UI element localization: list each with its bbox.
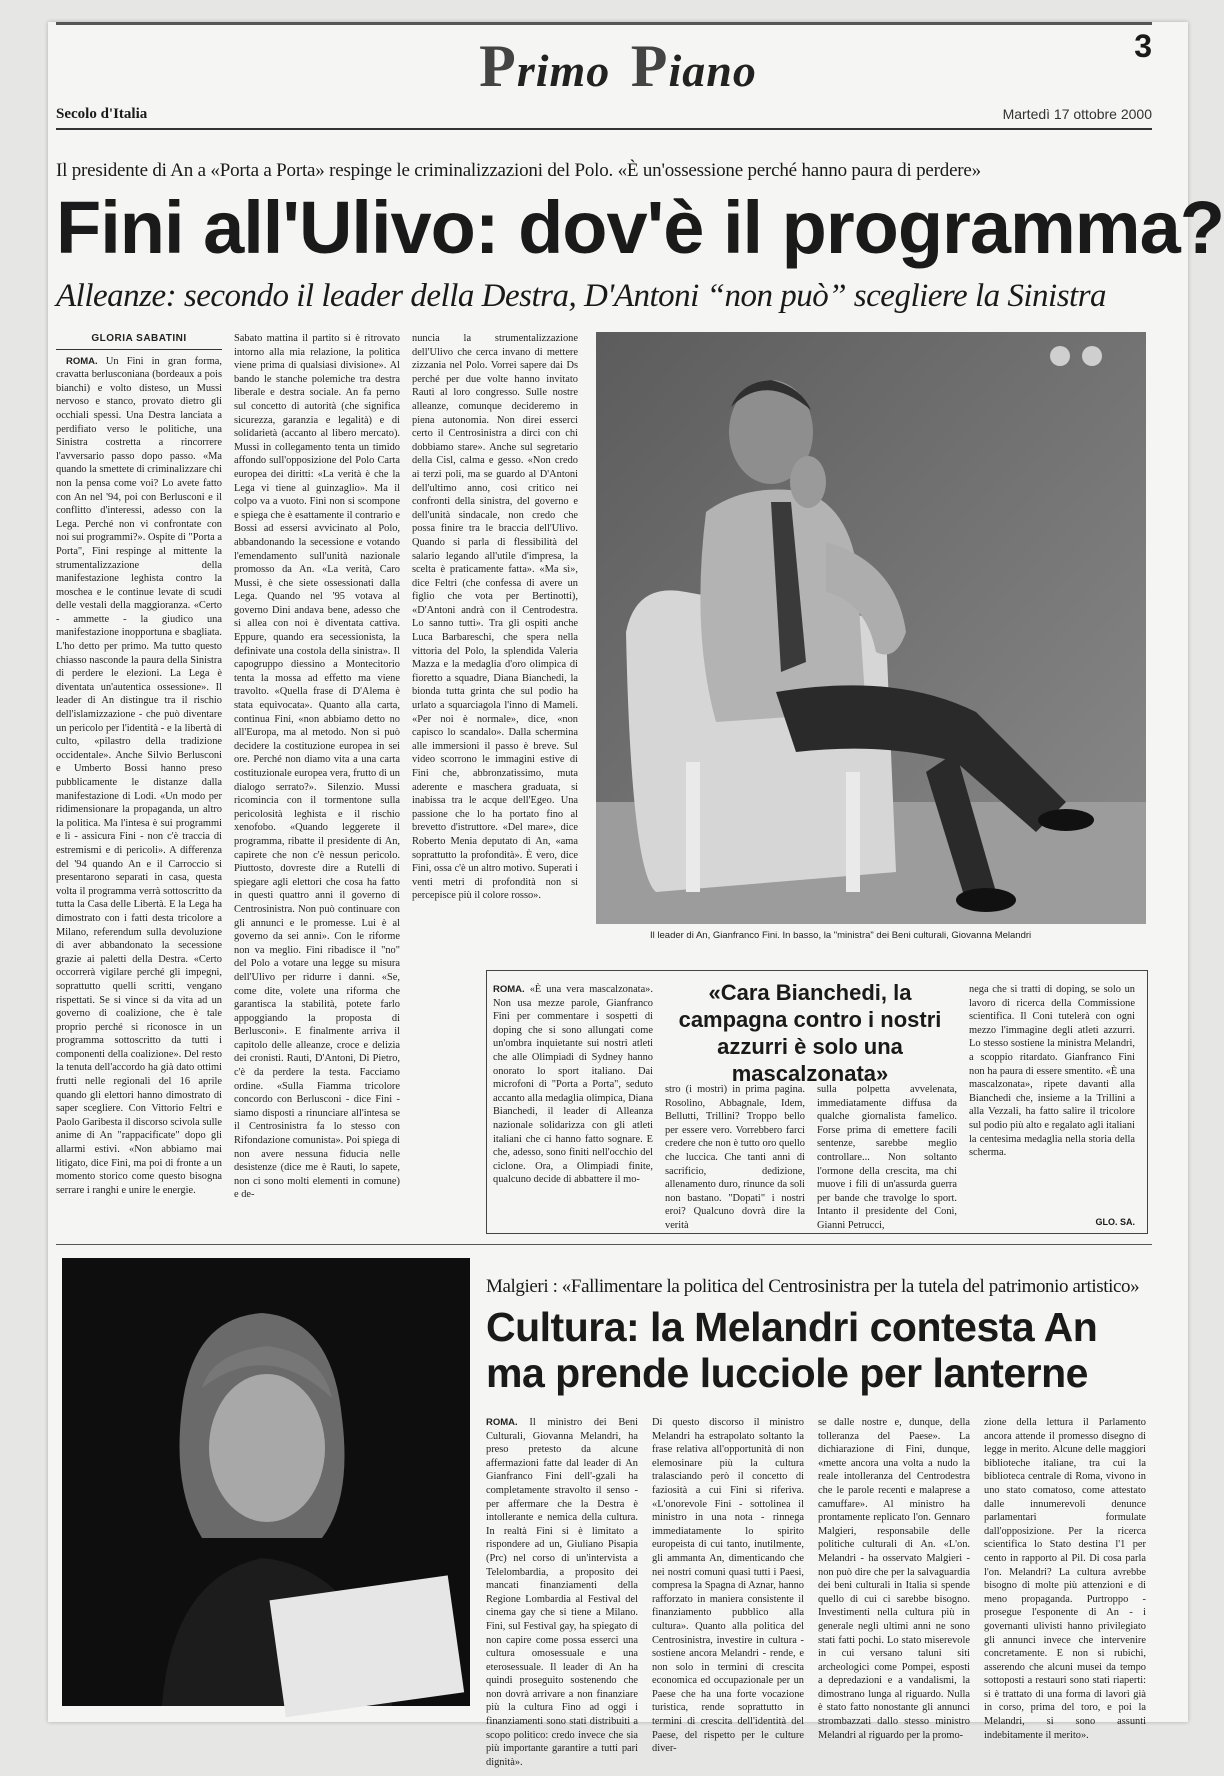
second-dateline: ROMA. (486, 1417, 518, 1428)
section-divider (56, 1244, 1152, 1245)
box-text-1: «È una vera mascalzonata». Non usa mezze parole, Gianfranco Fini per commentare i sospetti di doping che si sono allungati come un'ombra inquietante sui nostri atleti che alle Olimpiadi di Sydney hanno onorato lo sport italiano. Dai microfoni di "Porta a Porta", seduto accanto alla medaglia olimpica, Diana Bianchedi, il leader di Alleanza nazionale solidarizza con gli atleti italiani che ci hanno fatto sognare. E che, adesso, sono finiti nell'occhio del ciclone. Ora, a Olimpiadi finite, qualcuno decide di abbattere il mo- (493, 984, 653, 1186)
lead-byline: GLORIA SABATINI (56, 332, 222, 350)
lead-dateline: ROMA. (66, 355, 98, 367)
lead-text-2: Sabato mattina il partito si è ritrovato intorno alla mia relazione, la politica viene prima di qualsiasi divisione». Al bando le stanche polemiche tra destra liberale e destra sociale. An fa perno sul concetto di autorità (che significa sicurezza, garanzia e legalità) e di solidarietà (accanto al libero mercato). Mussi in collegamento tenta un timido affondo sull'opposizione del Polo Carta europea dei diritti: «La verità è che la Lega vi tiene al guinzaglio». Ma il colpo va a vuoto. Fini non si scompone e spiega che è esattamente il contrario e Bossi ad essersi avvicinato al Polo, abbandonando la secessione e votando l'emendamento sull'unità nazionale promosso da An. «La verità, Caro Mussi, è che siete ossessionati dalla Lega. Quando nel '95 votava al governo Dini andava bene, adesso che si allea con noi è diventata cattiva. Eppure, quando era secessionista, la definivate una costola della sinistra». Il capogruppo diessino a Montecitorio tenta la mossa ad effetto ma viene travolto. «Quella frase di D'Alema è stata equivocata». Quanto alla carta, continua Fini, «non abbiamo detto no all'Europa, ma al metodo. Non si può decidere la costituzione europea in sei ore. Perché non diamo vita a una carta costituzionale europea vera, frutto di un dialogo serrato?». Silenzio. Mussi ricomincia con il tormentone sulla pericolosità leghista e il rischio xenofobo. «Quando leggerete il programma, ribatte il presidente di An, capirete che non c'è nessun pericolo. Piuttosto, dovreste dire a Rutelli di spiegare agli elettori che cosa ha fatto in questi quattro anni il governo di Centrosinistra. Non può continuare con gli annunci e le promesse. Lui è al governo da sei anni». Con le riforme non va meglio. Fini ribadisce il "no" del Polo a votare una legge su misura dell'Ulivo per ridurre i danni. «Se, come dite, volete una riforma che garantisca la stabilità, potete farlo appoggiando la proposta di Berlusconi». E finalmente arriva il capitolo delle alleanze, croce e delizia dei cronisti. Rauti, D'Antoni, Di Pietro, c'è da perdere la testa. Facciamo ordine. «Sulla Fiamma tricolore concordo con Berlusconi - dice Fini - siamo disposti a rinunciare all'intesa se il Centrosinistra fa lo stesso con Rifondazione comunista». Poi spiega di non avere nessuna fiducia nelle desistenze (dice me è Rauti, lo sapete, non ci sono molti elementi in comune) e de- (234, 333, 400, 1201)
second-text-2: Di questo discorso il ministro Melandri ha estrapolato soltanto la frase relativa all'opportunità di non elemosinare più la cultura tralasciando però il concetto di faziosità a cui Fini si riferiva. «L'onorevole Fini - sottolinea il ministro in una nota - rinnega immediatamente lo spirito europeista di cui tanto, inutilmente, gli ammanta An, dimenticando che nei nostri comuni quasi tutti i Paesi, compresa la Spagna di Aznar, hanno rafforzato in maniera consistente il finanziamento pubblico alla cultura». Quanto alla politica del Centrosinistra, investire in cultura - sostiene ancora Melandri - rende, e non solo in termini di crescita economica ed occupazionale per un Paese che ha una forte vocazione turistica, rende soprattutto in termini di crescita dell'identità del Paese, del rispetto per le culture diver- (652, 1417, 804, 1755)
second-column-3 (818, 1416, 970, 1741)
box-text-2: stro (i mostri) in prima pagina. Rosolino, Abbagnale, Idem, Bellutti, Trillini? Troppo bello per essere vero. Vorrebbero farci credere che non è tutto oro quello che luccica. Che tanti anni di sacrificio, dedizione, allenamento duro, rinunce da soli non bastano. "Dopati" i nostri eroi? Qualcuno dovrà dire la verità (665, 1084, 805, 1231)
masthead-second-rest: iano (668, 45, 757, 96)
second-column-2 (652, 1416, 804, 1755)
box-column-1 (493, 983, 653, 1227)
lead-subhead: Alleanze: secondo il leader della Destra, D'Antoni “non può” scegliere la Sinistra (56, 278, 1107, 314)
masthead-initial-p: P (479, 33, 517, 99)
issue-date: Martedì 17 ottobre 2000 (1002, 106, 1152, 122)
melandri-photo-image (62, 1258, 470, 1706)
fini-photo-image (596, 332, 1146, 924)
second-kicker: Malgieri : «Fallimentare la politica del Centrosinistra per la tutela del patrimonio artistico» (486, 1276, 1140, 1297)
section-masthead (48, 32, 1188, 102)
page-number: 3 (1134, 28, 1152, 64)
box-signature: GLO. SA. (1095, 1217, 1135, 1227)
lead-kicker: Il presidente di An a «Porta a Porta» respinge le criminalizzazioni del Polo. «È un'ossessione perché hanno paura di perdere» (56, 160, 981, 181)
box-column-3 (817, 1083, 957, 1231)
second-headline: Cultura: la Melandri contesta An ma prende lucciole per lanterne (486, 1304, 1098, 1396)
newspaper-page (48, 22, 1224, 1768)
lead-text-3: nuncia la strumentalizzazione dell'Ulivo che cerca invano di mettere zizzania nel Polo. Vorrei sapere dai Ds perché per due volte hanno invitato Rauti al loro congresso. Sulle nostre alleanze, comunque decideremo in piena autonomia. Non direi esserci certo il Centrosinistra a dirci con chi dobbiamo stare». Anche sul segretario della Cisl, calma e gesso. «Non credo ai terzi poli, ma se guardo al D'Antoni dell'ultimo anno, così critico nei confronti della sinistra, del governo e dell'unità sindacale, non credo che possa finire tra le braccia dell'Ulivo. Quando si parla di flessibilità del salario legando all'utile d'impresa, la scelta è praticamente fatta». «Ma sì», dice Feltri (che confessa di avere un figlio che vota per Bertinotti), «D'Antoni andrà con il Centrodestra. Lo sanno tutti». Tra gli ospiti anche Luca Barbareschi, che spera nella vittoria del Polo, la splendida Valeria Mazza e la medaglia d'oro olimpica di fioretto a squadre, Diana Bianchedi, la bionda tutta grinta che sul podio ha urlato a squarciagola l'inno di Mameli. «Per noi è normale», dice, «non capisco lo scandalo». Dalla schermina alle immersioni il passo è breve. Sul video scorrono le immagini estive di Fini che, abbronzatissimo, muta aderente e maschera graduata, si inabissa tra le acque dell'Egeo. Una passione che lo ha portato fino al brevetto d'istruttore. «Del mare», dice Roberto Menia deputato di An, «ama soprattutto la profondità». È vero, dice Fini, ossa c'è un altro motivo. Superati i venti metri di profondità non si percepisce più il colore rosso». (412, 333, 578, 902)
lead-column-2 (234, 332, 400, 1232)
second-column-1 (486, 1416, 638, 1768)
box-dateline: ROMA. (493, 984, 525, 995)
masthead-first-rest: rimo (516, 45, 611, 96)
lead-column-1 (56, 332, 222, 1232)
second-column-4 (984, 1416, 1146, 1741)
paper-header-line (56, 102, 1152, 130)
top-rule (56, 22, 1152, 25)
melandri-photo (62, 1258, 470, 1706)
box-title: «Cara Bianchedi, la campagna contro i nostri azzurri è solo una mascalzonata» (678, 980, 942, 1086)
lead-column-3 (412, 332, 578, 942)
box-column-2 (665, 1083, 805, 1231)
masthead-initial-p2: P (630, 33, 669, 99)
fini-photo (596, 332, 1146, 924)
box-text-4: nega che si tratti di doping, se solo un lavoro di ricerca della Commissione scientifica. Il Coni tutelerà con ogni mezzo l'immagine degli atleti azzurri. Lo stesso sostiene la ministra Melandri, a scoppio ritardato. Gianfranco Fini non ha paura di essere smentito. «È una mascalzonata», ripete davanti alla Bianchedi che, insieme a la Trillini a alla Vezzali, ha fatto salire il tricolore sul podio più alto e regalato agli italiani la centesima medaglia nella storia della scherma. (969, 984, 1135, 1159)
second-text-1: Il ministro dei Beni Culturali, Giovanna Melandri, ha preso pretesto da alcune affermazioni fatte dal leader di An Gianfranco Fini dell'-gzali ha completamente stravolto il senso - per affermare che la Destra è intollerante e nemica della cultura. In realtà Fini si è limitato a rispondere ad un, Giuliano Pisapia (Prc) nel corso di un'intervista a Telelombardia, a proposito dei mancati finanziamenti della Regione Lombardia al Festival del cinema gay che si tiene a Milano. Fini, sul Festival gay, ha spiegato di non capire come possa esserci una cultura omosessuale e una eterosessuale. Il leader di An ha quindi proseguito sostenendo che non dovrà arrivare a non finanziare più la cultura Fino ad oggi i finanziamenti sono stati distribuiti a scopo politico: credo invece che sia più importante garantire a tutti pari dignità». (486, 1417, 638, 1768)
photo-caption: Il leader di An, Gianfranco Fini. In basso, la "ministra" dei Beni culturali, Giovanna Melandri (650, 930, 1032, 941)
second-text-4: zione della lettura il Parlamento ancora attende il promesso disegno di legge in merito. Alcune delle maggiori biblioteche italiane, tra cui la biblioteca centrale di Roma, vivono in uno stato comatoso, come attestato dalle innumerevoli denunce parlamentari formulate dall'opposizione. Per la ricerca scientifica lo Stato destina l'1 per cento in rapporto al Pil. Di cosa parla l'on. Melandri? La cultura avrebbe bisogno di molte più attenzioni e di meno propaganda. Purtroppo - prosegue l'esponente di An - i governanti ulivisti hanno privilegiato gli annunci invece che intervenire concretamente. E non si rubichi, asserendo che alcuni musei da tempo sottoposti a restauri sono stati riaperti: si è trattato di una forma di lavori già in corso, prima del toro, e poi la Melandri, si sono assunti indebitamente il merito». (984, 1417, 1146, 1741)
box-text-3: sulla polpetta avvelenata, immediatamente diffusa da qualche giornalista famelico. Forse prima di emettere facili sentenze, sarebbe meglio controllare... Non soltanto l'ormone della crescita, ma chi muove i fili di un'assurda guerra per bande che travolge lo sport. Intanto il presidente del Coni, Gianni Petrucci, (817, 1084, 957, 1231)
lead-headline: Fini all'Ulivo: dov'è il programma? (56, 186, 1224, 269)
paper-name: Secolo d'Italia (56, 106, 148, 122)
lead-text-1: Un Fini in gran forma, cravatta berlusconiana (bordeaux a pois bianchi) e volto disteso, un Mussi nervoso e stanco, provato dietro gli occhiali spessi. Una Destra lanciata a perdifiato verso le politiche, una Sinistra costretta a rincorrere l'avversario passo dopo passo. «Ma quando la smettete di criminalizzare chi non la pensa come voi? Lo avete fatto con An nel '94, poi con Berlusconi e il conflitto d'interessi, adesso con la Lega. Perché non vi confrontate con noi sui programmi?». Ospite di "Porta a Porta", Fini respinge al mittente la strumentalizzazione della manifestazione leghista contro la moschea e le continue levate di scudi delle vestali della maggioranza. «Certo - ammette - la giudico una manifestazione inopportuna e sbagliata. L'ho detto per primo. Ma tutto questo chiasso nasconde la paura della Sinistra di perdere le elezioni. La Lega è diventata un'autentica ossessione». Il leader di An distingue tra il rischio dell'islamizzazione - che può diventare un pericolo per l'identità - e la libertà di culto, «pilastro della tradizione occidentale». Anche Silvio Berlusconi e Umberto Bossi hanno preso pubblicamente le distanze dalla manifestazione di Lodi. «Un modo per ridimensionare la propaganda, un altro la politica. Ma l'intesa è sui programmi e lì - assicura Fini - non c'è traccia di estremismi e di pericoli». A differenza del '94 quando An e il Carroccio si presentarono separati in casa, questa volta il programma verrà sottoscritto da tutta la Casa delle Libertà. E la Lega ha dimostrato con i fatti desta tricolore a Milano, referendum sulla devoluzione di aver abbandonato la secessione grazie ai paletti della Destra. «Certo occorrerà vigilare perché gli impegni, soprattutto quelli scritti, vengano rispettati. Se si vince si da vita ad un governo di coalizione, che è tale proprio perché si riconosce in un programma sottoscritto da tutti i componenti della coalizione». Del resto la tenuta dell'accordo ha già dato ottimi frutti nelle regionali del 16 aprile quando gli elettori hanno dimostrato di saper scegliere. Con Vittorio Feltri e Paolo Garibesta il discorso scivola sulle anime di An "rappacificate" dopo gli allarmi estivi. «Non abbiamo mai litigato, dice Fini, ma poi di fronte a un momento storico come questo bisogna serrare i ranghi e unire le energie. (56, 355, 222, 1196)
second-text-3: se dalle nostre e, dunque, della tolleranza del Paese». La dichiarazione di Fini, dunque, «mette ancora una volta a nudo la reale intolleranza del Centrodestra che le parole recenti e malaprese a camuffare». Al ministro ha prontamente replicato l'on. Gennaro Malgieri, responsabile delle politiche culturali di An. «L'on. Melandri - ha osservato Malgieri - non può dire che per la salvaguardia dei beni culturali in Italia si spende quello di cui ci sarebbe bisogno. Investimenti nella cultura più in generale negli ultimi anni ne sono stati fatti pochi. Lo stato miserevole in cui versano taluni siti archeologici come Pompei, esposti a depredazioni e a vandalismi, la dimostrano lunga al riguardo. Nulla è stato fatto nonostante gli annunci strombazzati dallo stesso ministro Melandri al riguardo per la promo- (818, 1417, 970, 1741)
sidebar-box (486, 970, 1148, 1234)
box-column-4 (969, 983, 1135, 1211)
